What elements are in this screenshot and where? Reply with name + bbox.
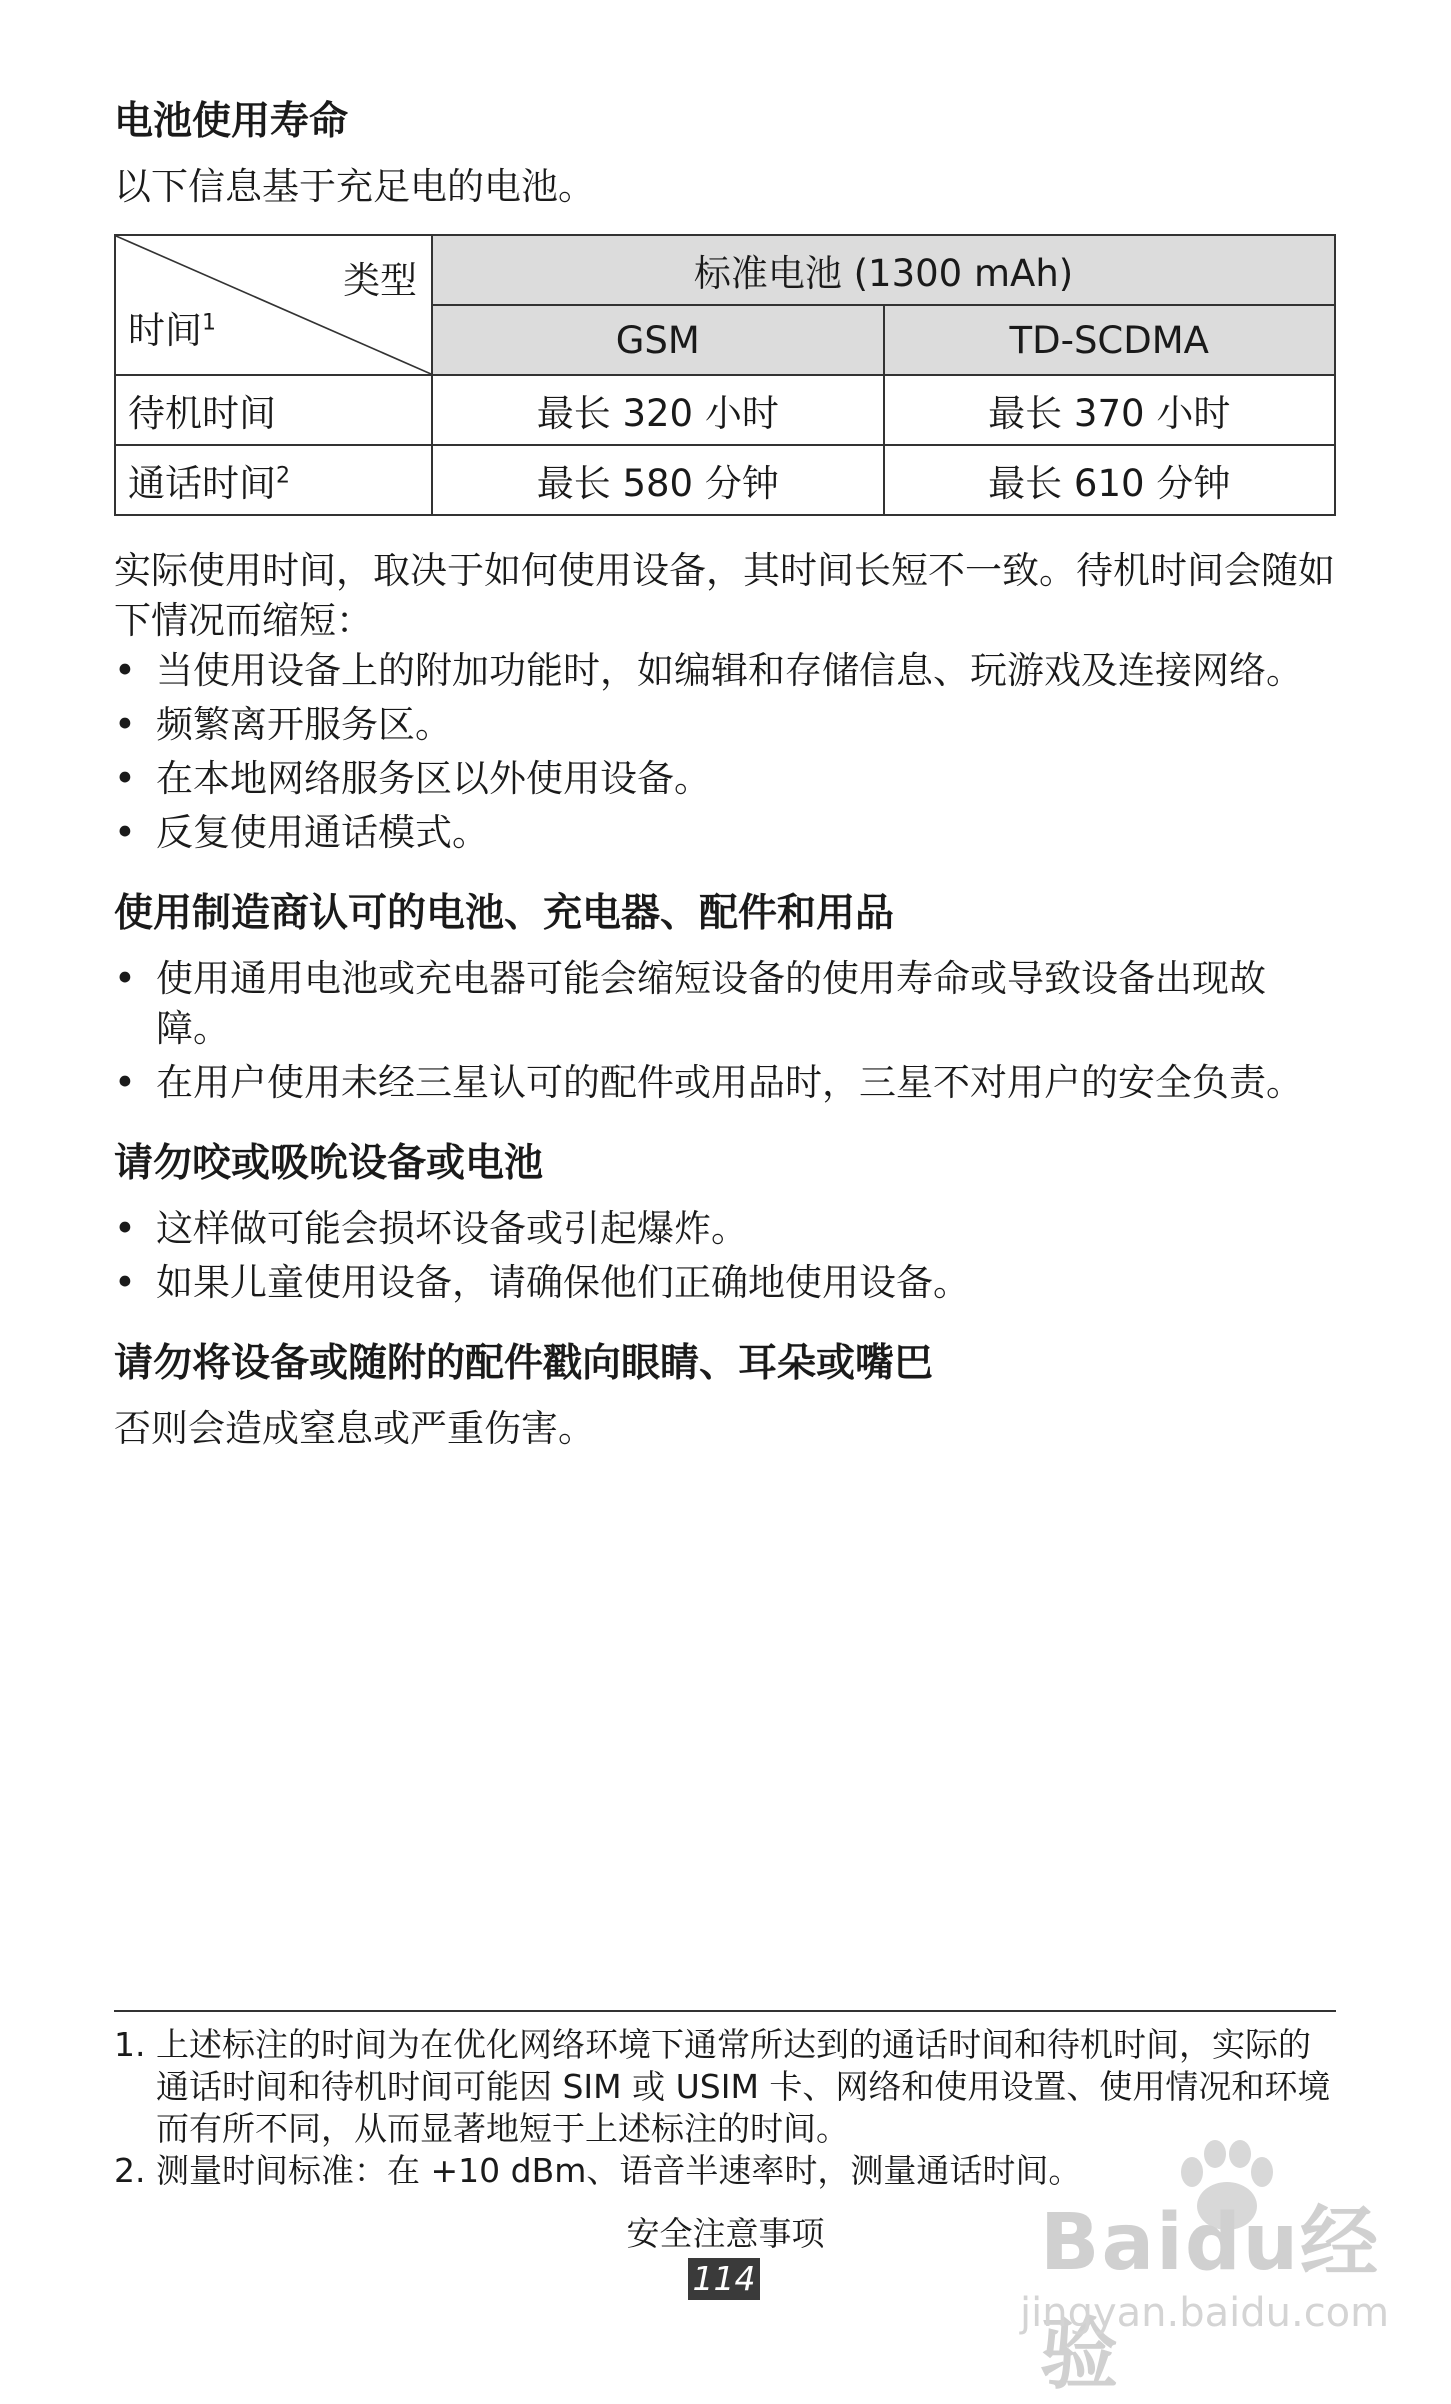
battery-header: 标准电池 (1300 mAh)	[432, 235, 1335, 305]
footer-section-name: 安全注意事项	[626, 2214, 825, 2253]
battery-intro: 以下信息基于充足电的电池。	[114, 165, 595, 208]
list-item: • 在本地网络服务区以外使用设备。	[114, 754, 1336, 804]
list-item: • 反复使用通话模式。	[114, 808, 1336, 858]
biting-bullet-list	[114, 1204, 1336, 1308]
column-header-gsm: GSM	[432, 305, 883, 375]
page-content	[114, 96, 1336, 1454]
cell-td-talk: 最长 610 分钟	[884, 445, 1336, 515]
corner-label-time: 时间$^1$	[128, 309, 216, 352]
list-item: • 使用通用电池或充电器可能会缩短设备的使用寿命或导致设备出现故障。	[114, 954, 1336, 1054]
section-title-no-biting: 请勿咬或吸吮设备或电池	[114, 1141, 544, 1186]
column-header-td-scdma: TD-SCDMA	[884, 305, 1336, 375]
page-number: 114	[688, 2258, 760, 2300]
table-row	[115, 375, 1335, 445]
cell-td-standby: 最长 370 小时	[884, 375, 1336, 445]
usage-text: 实际使用时间，取决于如何使用设备，其时间长短不一致。待机时间会随如下情况而缩短：	[114, 549, 1335, 642]
baidu-watermark	[1020, 2140, 1440, 2400]
row-label-talk: 通话时间$^2$	[115, 445, 432, 515]
row-label-standby: 待机时间	[115, 375, 432, 445]
battery-life-table	[114, 234, 1336, 516]
cell-gsm-standby: 最长 320 小时	[432, 375, 883, 445]
list-item: • 当使用设备上的附加功能时，如编辑和存储信息、玩游戏及连接网络。	[114, 646, 1336, 696]
watermark-url: jingyan.baidu.com	[1020, 2290, 1390, 2336]
footnote-2: 2. 测量时间标准：在 +10 dBm、语音半速率时，测量通话时间。	[114, 2151, 1082, 2190]
table-corner-cell	[115, 235, 432, 375]
corner-label-type: 类型	[343, 259, 418, 302]
list-item: • 在用户使用未经三星认可的配件或用品时，三星不对用户的安全负责。	[114, 1058, 1336, 1108]
list-item: • 如果儿童使用设备，请确保他们正确地使用设备。	[114, 1258, 1336, 1308]
section-title-approved-accessories: 使用制造商认可的电池、充电器、配件和用品	[114, 891, 895, 936]
section-title-no-poking: 请勿将设备或随附的配件戳向眼睛、耳朵或嘴巴	[114, 1341, 934, 1386]
section-title-battery-life: 电池使用寿命	[114, 99, 349, 144]
accessories-bullet-list	[114, 954, 1336, 1108]
list-item: • 频繁离开服务区。	[114, 700, 1336, 750]
table-row	[115, 445, 1335, 515]
footnote-1: 1. 上述标注的时间为在优化网络环境下通常所达到的通话时间和待机时间，实际的通话时间和待机时间可能因 SIM 或 USIM 卡、网络和使用设置、使用情况和环境而有所不同，从而显著地短于上述标注的时间。	[114, 2025, 1331, 2148]
list-item: • 这样做可能会损坏设备或引起爆炸。	[114, 1204, 1336, 1254]
poking-text: 否则会造成窒息或严重伤害。	[114, 1407, 595, 1450]
usage-bullet-list	[114, 646, 1336, 858]
cell-gsm-talk: 最长 580 分钟	[432, 445, 883, 515]
watermark-brand: Baidu经验	[1040, 2198, 1381, 2400]
